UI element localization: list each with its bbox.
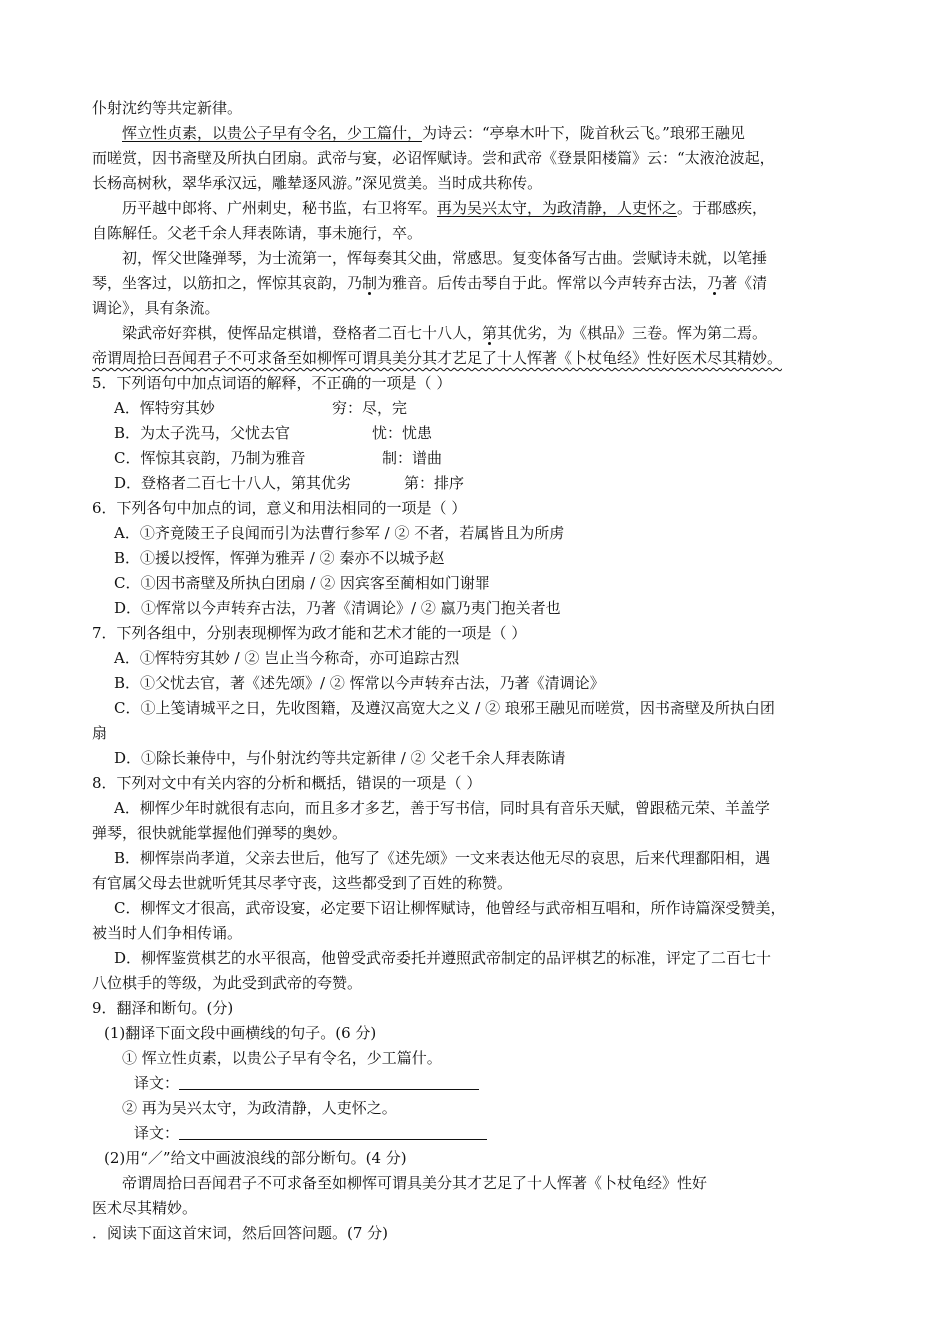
q5-option-b: B．为太子洗马，父忧去官 忧：忧患 — [114, 424, 433, 442]
q9-part-2: (2)用“／”给文中画波浪线的部分断句。(4 分) — [104, 1149, 407, 1167]
passage-line — [92, 346, 866, 371]
passage-paragraph-4: 梁武帝好弈棋，使恽品定棋谱，登格者二百七十八人，第其优劣，为《棋品》三卷。恽为第二焉。 — [122, 324, 768, 342]
q5-option-c: C．恽惊其哀韵，乃制为雅音 制：谱曲 — [114, 449, 443, 467]
passage-paragraph-1: 恽立性贞素，以贵公子早有令名，少工篇什，为诗云：“亭皋木叶下，陇首秋云飞。”琅邪王融见 — [122, 124, 745, 142]
q9-punctuate-text-cont: 医术尽其精妙。 — [92, 1199, 198, 1217]
q7-option-c: C．①上笺请城平之日，先收图籍，及遵汉高宽大之义 / ② 琅邪王融见而嗟赏，因书斋壁及所执白团 — [114, 699, 775, 717]
q6-option-b: B．①援以授恽，恽弹为雅弄 / ② 秦亦不以城予赵 — [114, 549, 445, 567]
question-10-stem: ．阅读下面这首宋词，然后回答问题。(7 分) — [92, 1224, 389, 1242]
q8-option-a: A．柳恽少年时就很有志向，而且多才多艺，善于写书信，同时具有音乐天赋，曾跟嵇元荣、羊盖学 — [114, 799, 770, 817]
translation-line-2: 译文： — [92, 1121, 866, 1146]
q8-option-a-cont: 弹琴，很快就能掌握他们弹琴的奥妙。 — [92, 824, 348, 842]
question-8-stem: 8．下列对文中有关内容的分析和概括，错误的一项是（ ） — [92, 774, 482, 792]
q6-option-c: C．①因书斋壁及所执白团扇 / ② 因宾客至蔺相如门谢罪 — [114, 574, 490, 592]
dotted-word: 乃 — [707, 274, 723, 292]
passage-line: 调论》，具有条流。 — [92, 299, 220, 317]
q6-option-a: A．①齐竟陵王子良闻而引为法曹行参军 / ② 不者，若属皆且为所虏 — [114, 524, 565, 542]
q9-sentence-2: ② 再为吴兴太守，为政清静，人吏怀之。 — [122, 1099, 397, 1117]
translation-blank-1[interactable] — [179, 1073, 479, 1090]
q7-option-d: D．①除长兼侍中，与仆射沈约等共定新律 / ② 父老千余人拜表陈请 — [114, 749, 566, 767]
passage-line: 长杨高树秋，翠华承汉远，雕辇逐风游。”深见赏美。当时成共称传。 — [92, 174, 543, 192]
q6-option-d: D．①恽常以今声转弃古法，乃著《清调论》/ ② 嬴乃夷门抱关者也 — [114, 599, 561, 617]
question-5-stem: 5．下列语句中加点词语的解释，不正确的一项是（ ） — [92, 374, 452, 392]
passage-line: 自陈解任。父老千余人拜表陈请，事未施行，卒。 — [92, 224, 423, 242]
q9-part-1: (1)翻译下面文段中画横线的句子。(6 分) — [104, 1024, 377, 1042]
dotted-word: 制 — [362, 274, 378, 292]
q7-option-c-cont: 扇 — [92, 724, 108, 742]
q8-option-c: C．柳恽文才很高，武帝设宴，必定要下诏让柳恽赋诗，他曾经与武帝相互唱和，所作诗篇深受赞美， — [114, 899, 786, 917]
passage-line: 仆射沈约等共定新律。 — [92, 99, 243, 117]
translation-blank-2[interactable] — [179, 1123, 487, 1140]
q8-option-b: B．柳恽崇尚孝道，父亲去世后，他写了《述先颂》一文来表达他无尽的哀思，后来代理鄱阳相，遇 — [114, 849, 771, 867]
passage-line: 而嗟赏，因书斋壁及所执白团扇。武帝与宴，必诏恽赋诗。尝和武帝《登景阳楼篇》云：“太液沧波起， — [92, 149, 775, 167]
q8-option-d-cont: 八位棋手的等级，为此受到武帝的夸赞。 — [92, 974, 363, 992]
q9-sentence-1: ① 恽立性贞素，以贵公子早有令名，少工篇什。 — [122, 1049, 442, 1067]
exam-page — [92, 96, 866, 1246]
q9-punctuate-text: 帝谓周拾曰吾闻君子不可求备至如柳恽可谓具美分其才艺足了十人恽著《卜杖龟经》性好 — [122, 1174, 708, 1192]
q8-option-b-cont: 有官属父母去世就听凭其尽孝守丧，这些都受到了百姓的称赞。 — [92, 874, 513, 892]
passage-line: 琴，坐客过，以筋扣之，恽惊其哀韵，乃制为雅音。后传击琴自于此。恽常以今声转弃古法，乃著《清 — [92, 274, 768, 292]
q5-option-d: D．登格者二百七十八人，第其优劣 第：排序 — [114, 474, 465, 492]
wavy-underlined-text: 帝谓周拾曰吾闻君子不可求备至如柳恽可谓具美分其才艺足了十人恽著《卜杖龟经》性好医术尽其精妙。 — [92, 349, 783, 367]
question-9-stem: 9．翻泽和断句。(分) — [92, 999, 234, 1017]
q8-option-d: D．柳恽鉴赏棋艺的水平很高，他曾受武帝委托并遵照武帝制定的品评棋艺的标准，评定了二百七十 — [114, 949, 772, 967]
q7-option-a: A．①恽特穷其妙 / ② 岂止当今称奇，亦可追踪古烈 — [114, 649, 460, 667]
question-6-stem: 6．下列各句中加点的词，意义和用法相同的一项是（ ） — [92, 499, 467, 517]
dotted-word: 第 — [482, 324, 498, 342]
translation-line-1: 译文： — [92, 1071, 866, 1096]
passage-paragraph-3: 初，恽父世隆弹琴，为士流第一，恽每奏其父曲，常感思。复变体备写古曲。尝赋诗未就，以笔捶 — [122, 249, 768, 267]
question-7-stem: 7．下列各组中，分别表现柳恽为政才能和艺术才能的一项是（ ） — [92, 624, 527, 642]
underlined-sentence-1: 恽立性贞素，以贵公子早有令名，少工篇什， — [122, 124, 423, 142]
q8-option-c-cont: 被当时人们争相传诵。 — [92, 924, 243, 942]
q5-option-a: A．恽特穷其妙 穷：尽，完 — [114, 399, 408, 417]
q7-option-b: B．①父忧去官，著《述先颂》/ ② 恽常以今声转弃古法，乃著《清调论》 — [114, 674, 605, 692]
passage-paragraph-2: 历平越中郎将、广州刺史，秘书监，右卫将军。再为吴兴太守，为政清静，人吏怀之。于郡感疾， — [122, 199, 768, 217]
underlined-sentence-2: 再为吴兴太守，为政清静，人吏怀之 — [437, 199, 678, 217]
